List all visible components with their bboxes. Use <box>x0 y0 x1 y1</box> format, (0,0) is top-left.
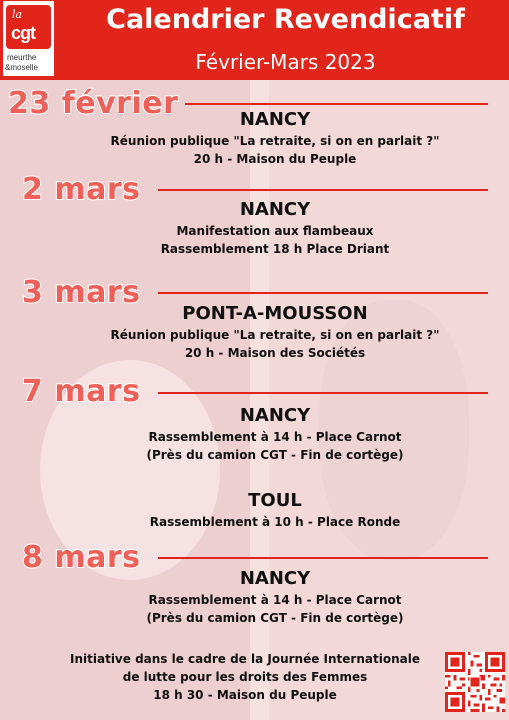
footer-block <box>50 650 440 704</box>
date-divider <box>158 292 488 294</box>
footer-line: 18 h 30 - Maison du Peuple <box>153 688 337 702</box>
page-title: Calendrier Revendicatif <box>106 4 465 35</box>
event-line: Réunion publique "La retraite, si on en parlait ?" <box>110 134 440 148</box>
cgt-logo-mark <box>6 5 51 49</box>
event-block <box>60 198 490 258</box>
logo-region-line1: meurthe <box>7 53 37 62</box>
event-date: 7 mars <box>22 374 141 409</box>
event-city: PONT-A-MOUSSON <box>182 303 368 324</box>
date-divider <box>158 557 488 559</box>
logo-cgt-text: cgt <box>11 23 35 43</box>
event-line: 20 h - Maison des Sociétés <box>184 346 366 360</box>
event-city: NANCY <box>239 109 311 130</box>
event-line: Réunion publique "La retraite, si on en parlait ?" <box>110 328 440 342</box>
event-city: NANCY <box>239 199 311 220</box>
event-line: Rassemblement à 14 h - Place Carnot <box>148 593 402 607</box>
event-date: 3 mars <box>22 275 141 310</box>
event-city: TOUL <box>248 490 302 511</box>
event-city: NANCY <box>239 405 311 426</box>
qr-code-icon[interactable] <box>445 652 505 712</box>
event-line: Rassemblement à 14 h - Place Carnot <box>148 430 402 444</box>
event-date: 2 mars <box>22 172 141 207</box>
cgt-logo <box>3 1 54 76</box>
event-line: Rassemblement 18 h Place Driant <box>160 242 390 256</box>
footer-line: de lutte pour les droits des Femmes <box>122 670 368 684</box>
event-date: 23 février <box>8 86 179 121</box>
event-block <box>60 108 490 168</box>
logo-region-line2: &moselle <box>5 63 38 72</box>
qr-code-graphic <box>445 652 505 712</box>
date-divider <box>158 189 488 191</box>
event-line: (Près du camion CGT - Fin de cortège) <box>146 448 404 462</box>
event-date: 8 mars <box>22 540 141 575</box>
event-block <box>60 404 490 464</box>
event-line: (Près du camion CGT - Fin de cortège) <box>146 611 404 625</box>
footer-line: Initiative dans le cadre de la Journée Internationale <box>70 652 420 666</box>
event-line: 20 h - Maison du Peuple <box>193 152 357 166</box>
event-block <box>60 302 490 362</box>
date-divider <box>185 103 488 105</box>
event-line: Manifestation aux flambeaux <box>176 224 374 238</box>
event-city: NANCY <box>239 568 311 589</box>
event-block <box>60 489 490 531</box>
page-subtitle: Février-Mars 2023 <box>195 50 376 74</box>
header-banner <box>0 0 509 80</box>
date-divider <box>158 392 488 394</box>
logo-la-text: la <box>12 8 23 21</box>
event-line: Rassemblement à 10 h - Place Ronde <box>149 515 401 529</box>
event-block <box>60 567 490 627</box>
